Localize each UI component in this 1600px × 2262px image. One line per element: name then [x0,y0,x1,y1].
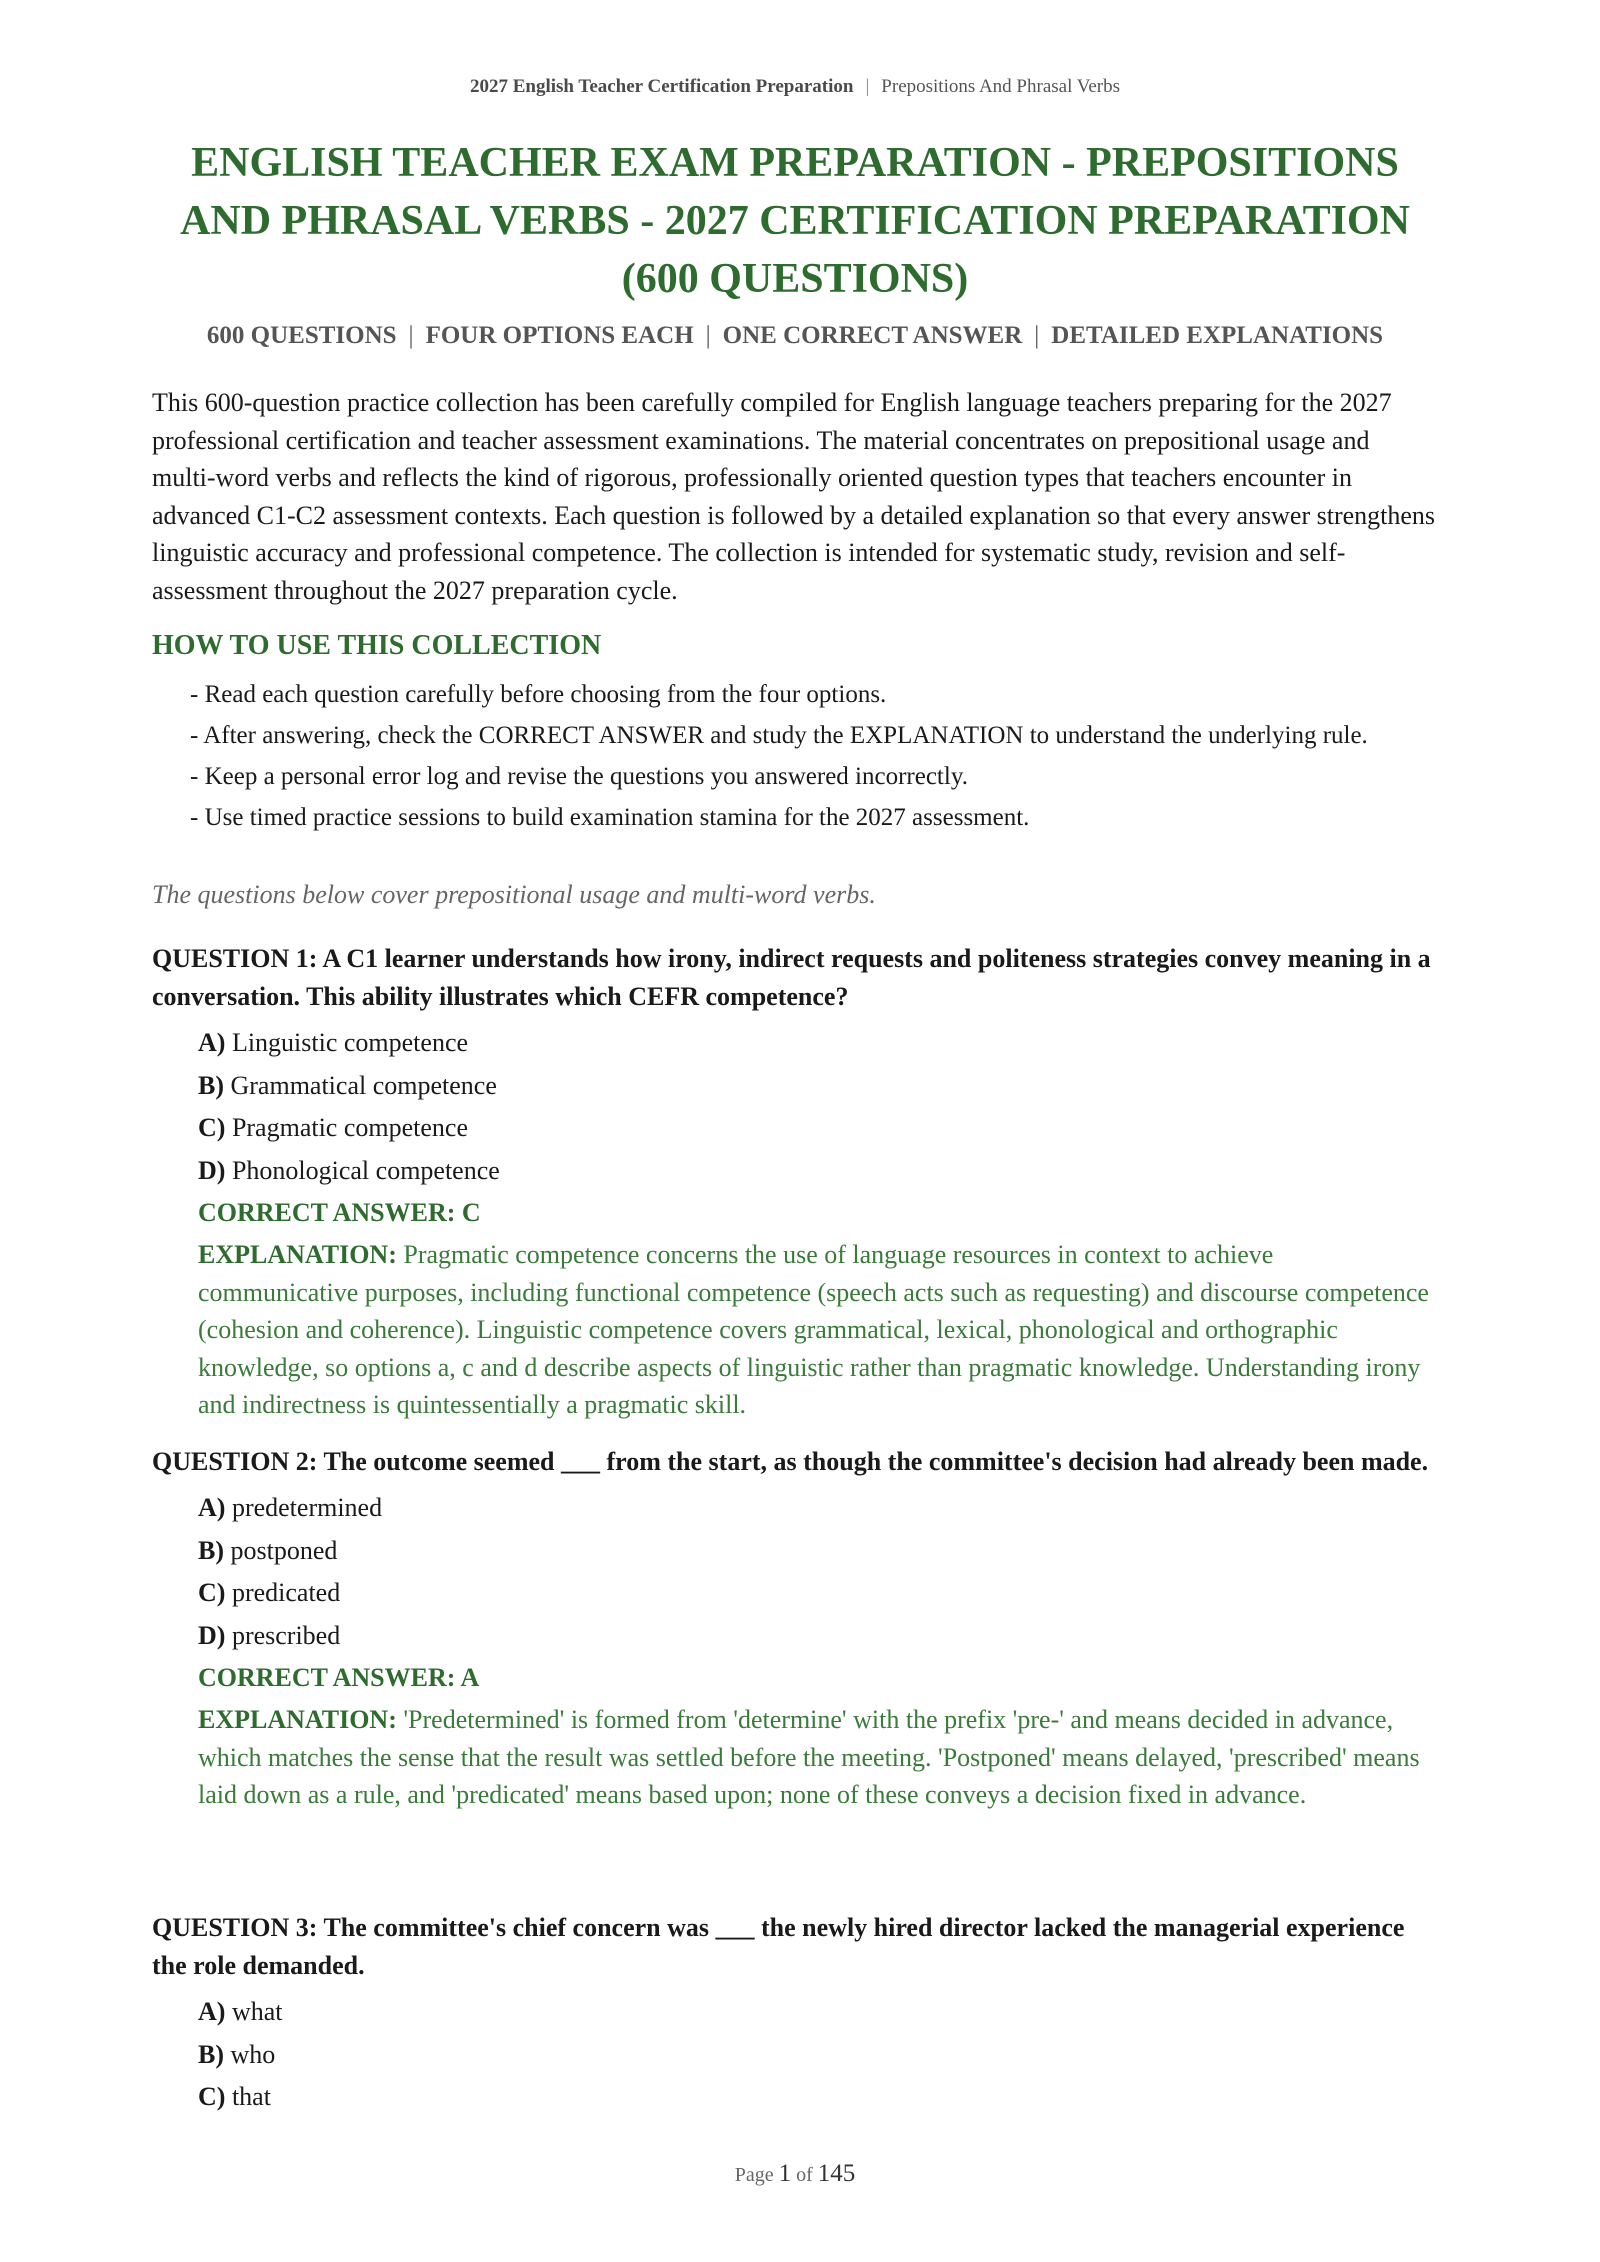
question-stem: The outcome seemed ___ from the start, as though the committee's decision had already been made. [323,1447,1429,1476]
subtitle-item: ONE CORRECT ANSWER [722,322,1023,349]
option-letter: B) [198,2039,224,2069]
option-letter: D) [198,1620,226,1650]
option-c [198,2076,1438,2119]
running-header [152,76,1438,98]
explanation-text: Pragmatic competence concerns the use of language resources in context to achieve communicative purposes, including functional competence (speech acts such as requesting) and discourse competence (cohesion and coherence). Linguistic competence covers grammatical, lexical, phonological and orthographic knowledge, so options a, c and d describe aspects of linguistic rather than pragmatic knowledge. Understanding irony and indirectness is quintessentially a pragmatic skill. [198,1240,1429,1419]
option-letter: B) [198,1070,224,1100]
option-text: postponed [230,1535,338,1565]
subtitle-bar [152,322,1438,350]
option-d [198,1150,1438,1193]
option-text: what [231,1997,283,2026]
option-text: that [231,2082,271,2111]
option-a [198,1022,1438,1065]
options-list [152,1991,1438,2119]
subtitle-item: 600 QUESTIONS [206,322,397,349]
option-text: prescribed [231,1620,341,1650]
question-block [152,1909,1438,2119]
header-topic: Prepositions And Phrasal Verbs [881,76,1121,97]
question-label: QUESTION 1: [152,944,318,973]
subtitle-separator: | [1034,322,1040,349]
coverage-note: The questions below cover prepositional usage and multi-word verbs. [152,880,876,909]
option-c [198,1107,1438,1150]
explanation-label: EXPLANATION: [198,1240,397,1269]
explanation-text: 'Predetermined' is formed from 'determine' with the prefix 'pre-' and means decided in advance, which matches the sense that the result was settled before the meeting. 'Postponed' means delayed, 'prescribed' means laid down as a rule, and 'predicated' means based upon; none of these conveys a decision fixed in advance. [198,1705,1420,1809]
list-item: - Read each question carefully before choosing from the four options. [190,681,887,708]
question-stem: A C1 learner understands how irony, indirect requests and politeness strategies convey meaning in a conversation. This ability illustrates which CEFR competence? [152,944,1431,1011]
question-text [152,1909,1438,1985]
option-letter: A) [198,1493,226,1522]
option-b [198,2034,1438,2077]
question-block [152,1443,1438,1814]
question-label: QUESTION 2: [152,1447,318,1476]
option-a [198,1991,1438,2034]
option-text: Phonological competence [231,1155,500,1185]
explanation-label: EXPLANATION: [198,1705,397,1734]
question-stem: The committee's chief concern was ___ the newly hired director lacked the managerial experience the role demanded. [152,1913,1405,1980]
explanation [198,1236,1438,1424]
option-d [198,1615,1438,1658]
question-text [152,1443,1438,1481]
list-item: - Keep a personal error log and revise the questions you answered incorrectly. [190,763,968,790]
option-letter: C) [198,1113,226,1142]
option-text: who [230,2039,276,2069]
header-separator: | [865,76,870,97]
list-item: - Use timed practice sessions to build examination stamina for the 2027 assessment. [190,804,1030,831]
option-b [198,1065,1438,1108]
option-letter: A) [198,1028,226,1057]
correct-answer: CORRECT ANSWER: A [198,1663,480,1692]
subtitle-item: DETAILED EXPLANATIONS [1051,322,1384,349]
question-text [152,940,1438,1016]
option-text: Linguistic competence [231,1028,469,1057]
subtitle-item: FOUR OPTIONS EACH [425,322,694,349]
how-to-use-heading: HOW TO USE THIS COLLECTION [152,630,602,661]
options-list [152,1022,1438,1192]
explanation [198,1701,1438,1814]
subtitle-separator: | [705,322,711,349]
option-letter: D) [198,1155,226,1185]
current-page-number: 1 [778,2160,792,2187]
option-text: predetermined [231,1493,383,1522]
page-label: Page [734,2164,774,2186]
page-footer [152,2160,1438,2188]
page-of-label: of [796,2164,813,2186]
intro-paragraph: This 600-question practice collection has been carefully compiled for English language teachers preparing for the 2027 professional certification and teacher assessment examinations. The material concentrates on prepositional usage and multi-word verbs and reflects the kind of rigorous, professionally oriented question types that teachers encounter in advanced C1-C2 assessment contexts. Each question is followed by a detailed explanation so that every answer strengthens linguistic accuracy and professional competence. The collection is intended for systematic study, revision and self-assessment throughout the 2027 preparation cycle. [152,388,1436,605]
question-block [152,940,1438,1424]
subtitle-separator: | [408,322,414,349]
option-text: Pragmatic competence [231,1113,468,1142]
how-to-use-list [190,678,1438,842]
page-title: ENGLISH TEACHER EXAM PREPARATION - PREPOSITIONS AND PHRASAL VERBS - 2027 CERTIFICATION PREPARATION (600 QUESTIONS) [180,140,1410,302]
option-letter: C) [198,1578,226,1607]
list-item: - After answering, check the CORRECT ANSWER and study the EXPLANATION to understand the underlying rule. [190,722,1368,749]
option-b [198,1530,1438,1573]
options-list [152,1487,1438,1657]
header-series: 2027 English Teacher Certification Preparation [469,76,854,97]
option-letter: A) [198,1997,226,2026]
option-text: Grammatical competence [230,1070,497,1100]
option-c [198,1572,1438,1615]
option-text: predicated [231,1578,341,1607]
option-letter: C) [198,2082,226,2111]
option-a [198,1487,1438,1530]
correct-answer: CORRECT ANSWER: C [198,1198,481,1227]
option-letter: B) [198,1535,224,1565]
total-pages-number: 145 [817,2160,856,2187]
question-label: QUESTION 3: [152,1913,318,1942]
